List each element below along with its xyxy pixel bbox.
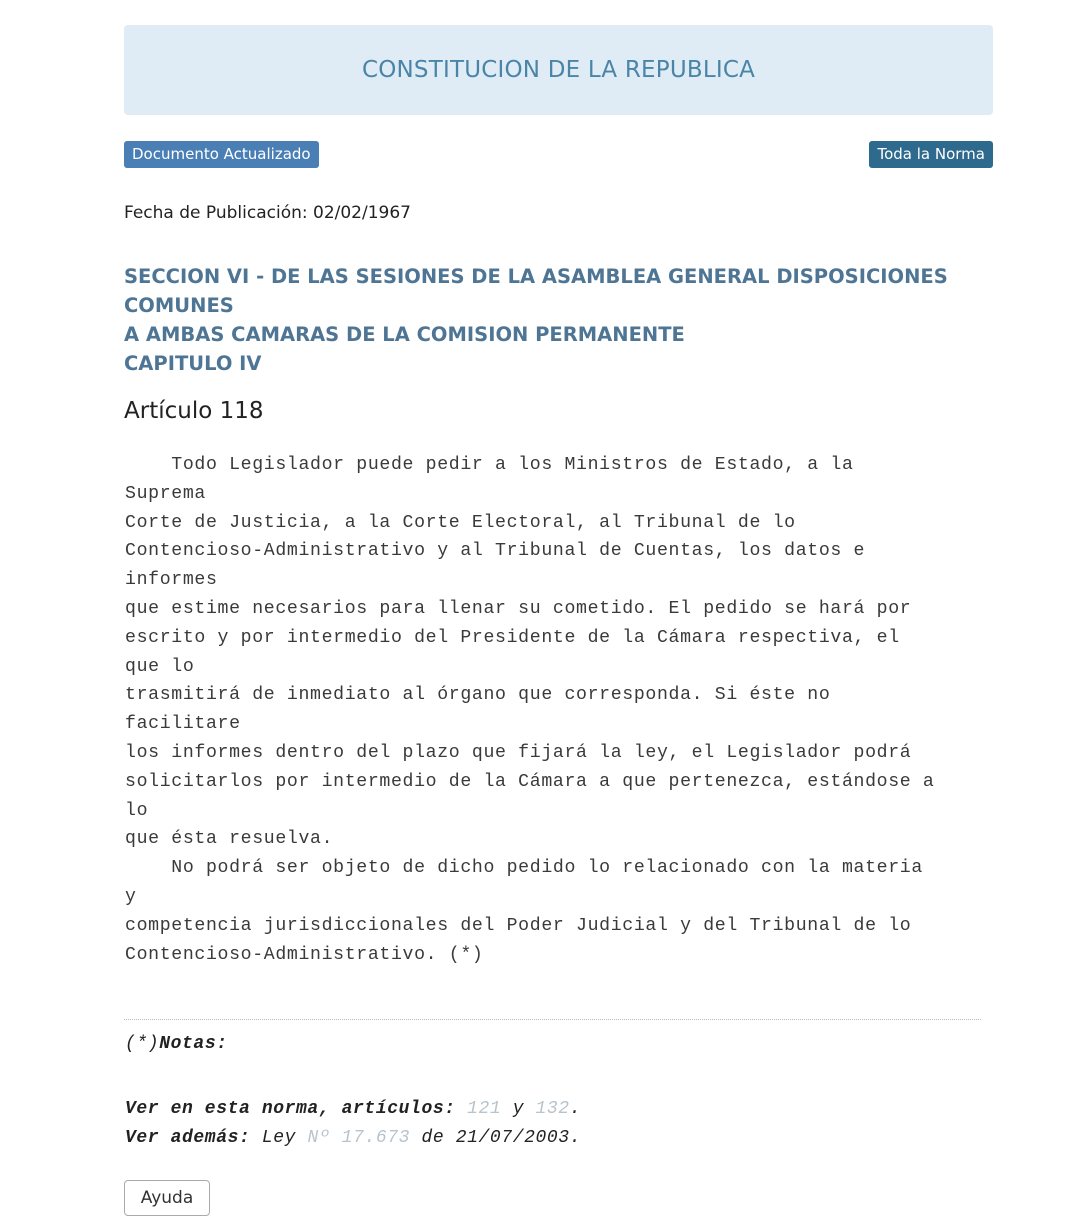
notes-see-also-label: Ver además: [125,1128,251,1148]
publication-date: Fecha de Publicación: 02/02/1967 [124,203,411,223]
notes-see-articles [125,1099,1025,1119]
article-title: Artículo 118 [124,398,264,424]
page-title: CONSTITUCION DE LA REPUBLICA [361,57,756,83]
notes-see-also [125,1128,1025,1148]
page-header-banner [124,25,993,115]
notes-and: y [512,1099,525,1119]
article-body: Todo Legislador puede pedir a los Ministros de Estado, a la Suprema Corte de Justicia, a la Corte Electoral, al Tribunal de lo Contencioso-Administrativo y al Tribunal de Cuentas, los datos e informes que estime necesarios para llenar su cometido. El pedido se hará por escrito y por intermedio del Presidente de la Cámara respectiva, el que lo trasmitirá de inmediato al órgano que corresponda. Si éste no facilitare los informes dentro del plazo que fijará la ley, el Legislador podrá solicitarlos por intermedio de la Cámara a que pertenezca, estándose a lo que ésta resuelva. No podrá ser objeto de dicho pedido lo relacionado con la materia y competencia jurisdiccionales del Poder Judicial y del Tribunal de lo Contencioso-Administrativo. (*) [125,455,935,965]
article-132-link[interactable]: 132 [535,1099,570,1119]
full-norm-button[interactable]: Toda la Norma [869,141,993,168]
ley-17673-link[interactable]: Nº 17.673 [307,1128,411,1148]
notes-title: Notas: [159,1034,228,1054]
article-121-link[interactable]: 121 [467,1099,502,1119]
notes-ley-date: de 21/07/2003. [421,1128,582,1148]
section-heading-line: CAPITULO IV [124,352,262,375]
notes-heading [125,1034,1025,1054]
document-status-badge: Documento Actualizado [124,141,319,168]
help-button[interactable]: Ayuda [124,1180,210,1216]
notes-see-articles-label: Ver en esta norma, artículos: [125,1099,456,1119]
notes-period: . [569,1099,582,1119]
section-heading-line: COMUNES [124,294,234,317]
section-heading-line: A AMBAS CAMARAS DE LA COMISION PERMANENTE [124,323,685,346]
notes-divider [124,1019,981,1020]
notes-marker: (*) [125,1034,160,1054]
notes-ley: Ley [261,1128,297,1148]
section-heading [124,262,948,378]
section-heading-line: SECCION VI - DE LAS SESIONES DE LA ASAMBLEA GENERAL DISPOSICIONES [124,265,948,288]
